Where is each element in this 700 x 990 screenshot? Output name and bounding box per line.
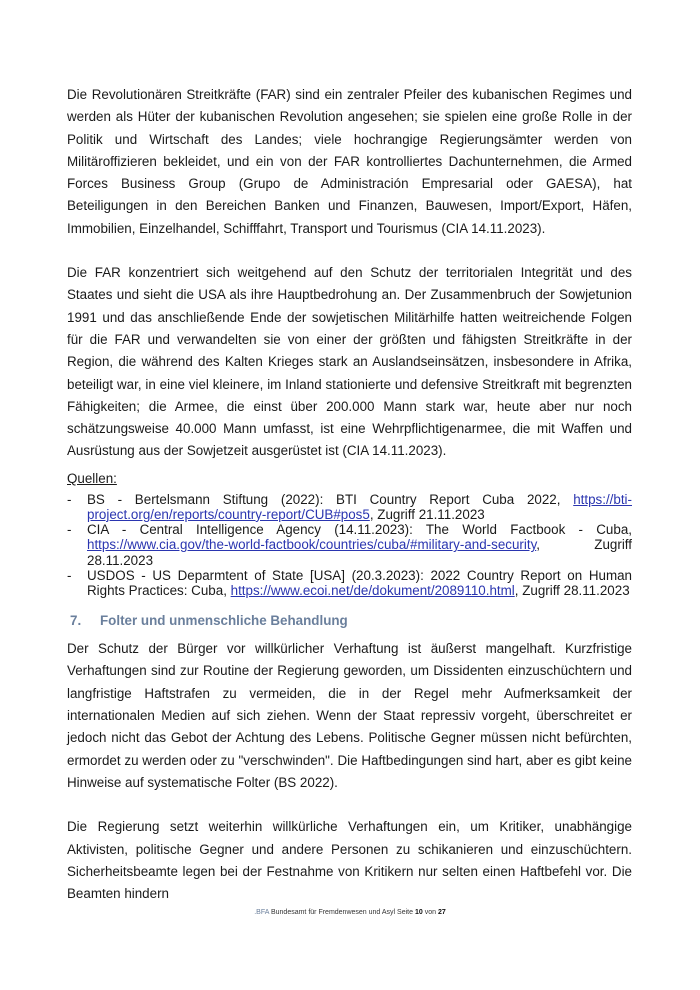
list-dash: - bbox=[67, 491, 72, 507]
source-text: CIA - Central Intelligence Agency (14.11.2023): The World Factbook - Cuba, bbox=[87, 522, 632, 538]
footer-org: Bundesamt für Fremdenwesen und Asyl bbox=[270, 909, 396, 916]
document-page bbox=[67, 84, 632, 905]
source-item bbox=[67, 568, 632, 598]
source-access-date: , Zugriff 28.11.2023 bbox=[87, 537, 632, 568]
paragraph-far-focus: Die FAR konzentriert sich weitgehend auf den Schutz der territorialen Integrität und des Staates und sieht die USA als ihre Hauptbedrohung an. Der Zusammenbruch der Sowjetunion 1991 und das anschließende Ende der sowjetischen Militärhilfe hatten weitreichende Folgen für die FAR und verwandelten sie von einer der größten und fähigsten Streitkräfte in der Region, die während des Kalten Krieges stark an Auslandseinsätzen, insbesondere in Afrika, beteiligt war, in eine viel kleinere, im Inland stationierte und defensive Streitkraft mit begrenzten Fähigkeiten; die Armee, die einst über 200.000 Mann stark war, heute aber nur noch schätzungsweise 40.000 Mann umfasst, ist eine Wehrpflichtigenarmee, die mit Waffen und Ausrüstung aus der Sowjetzeit ausgerüstet ist (CIA 14.11.2023). bbox=[67, 265, 632, 459]
source-access-date: , Zugriff 28.11.2023 bbox=[514, 582, 630, 598]
source-item bbox=[67, 492, 632, 522]
section-body bbox=[67, 638, 632, 905]
sources-title: Quellen: bbox=[67, 470, 117, 486]
section-heading bbox=[67, 611, 632, 631]
list-dash: - bbox=[67, 522, 72, 538]
page-footer bbox=[0, 909, 700, 916]
source-text: USDOS - US Deparmtent of State [USA] (20.3.2023): 2022 Country Report on Human Rights Practices: Cuba, bbox=[87, 567, 632, 598]
footer-page-total: 27 bbox=[437, 909, 446, 916]
section-number: 7. bbox=[70, 613, 82, 629]
paragraph-far-role: Die Revolutionären Streitkräfte (FAR) sind ein zentraler Pfeiler des kubanischen Regimes und werden als Hüter der kubanischen Revolution angesehen; sie spielen eine große Rolle in der Politik und Wirtschaft des Landes; viele hochrangige Regierungsämter werden von Militäroffizieren bekleidet, und ein von der FAR kontrolliertes Dachunternehmen, die Armed Forces Business Group (Grupo de Administración Empresarial oder GAESA), hat Beteiligungen in den Bereichen Banken und Finanzen, Bauwesen, Import/Export, Häfen, Immobilien, Einzelhandel, Schifffahrt, Transport und Tourismus (CIA 14.11.2023). bbox=[67, 87, 632, 236]
footer-of-label: von bbox=[424, 909, 437, 916]
source-link[interactable]: https://www.cia.gov/the-world-factbook/countries/cuba/#military-and-security bbox=[87, 537, 537, 553]
paragraph-arrest-protection: Der Schutz der Bürger vor willkürlicher Verhaftung ist äußerst mangelhaft. Kurzfristige Verhaftungen sind zur Routine der Regierung geworden, um Dissidenten einzuschüchtern und langfristige Haftstrafen zu vermeiden, die in der Regel mehr Aufmerksamkeit der internationalen Medien auf sich ziehen. Wenn der Staat repressiv vorgeht, überschreitet er jedoch nicht das Gebot der Achtung des Lebens. Politische Gegner müssen nicht befürchten, ermordet zu werden oder zu "verschwinden". Die Haftbedingungen sind hart, aber es gibt keine Hinweise auf systematische Folter (BS 2022). bbox=[67, 641, 632, 790]
section-title: Folter und unmenschliche Behandlung bbox=[100, 613, 348, 629]
footer-page-label: Seite bbox=[397, 909, 414, 916]
source-text: BS - Bertelsmann Stiftung (2022): BTI Country Report Cuba 2022, bbox=[87, 491, 574, 507]
source-link[interactable]: https://www.ecoi.net/de/dokument/2089110.html bbox=[230, 582, 515, 598]
paragraph-arbitrary-arrests: Die Regierung setzt weiterhin willkürliche Verhaftungen ein, um Kritiker, unabhängige Aktivisten, politische Gegner und andere Personen zu schikanieren und einzuschüchtern. Sicherheitsbeamte legen bei der Festnahme von Kritikern nur selten einen Haftbefehl vor. Die Beamten hindern bbox=[67, 819, 632, 902]
list-dash: - bbox=[67, 567, 72, 583]
sources-list bbox=[67, 492, 632, 598]
bfa-logo: .BFA bbox=[254, 909, 270, 916]
source-access-date: , Zugriff 21.11.2023 bbox=[369, 506, 485, 522]
source-link[interactable]: https://bti-project.org/en/reports/country-report/CUB#pos5 bbox=[87, 491, 632, 522]
footer-page-current: 10 bbox=[414, 909, 423, 916]
source-item bbox=[67, 522, 632, 568]
